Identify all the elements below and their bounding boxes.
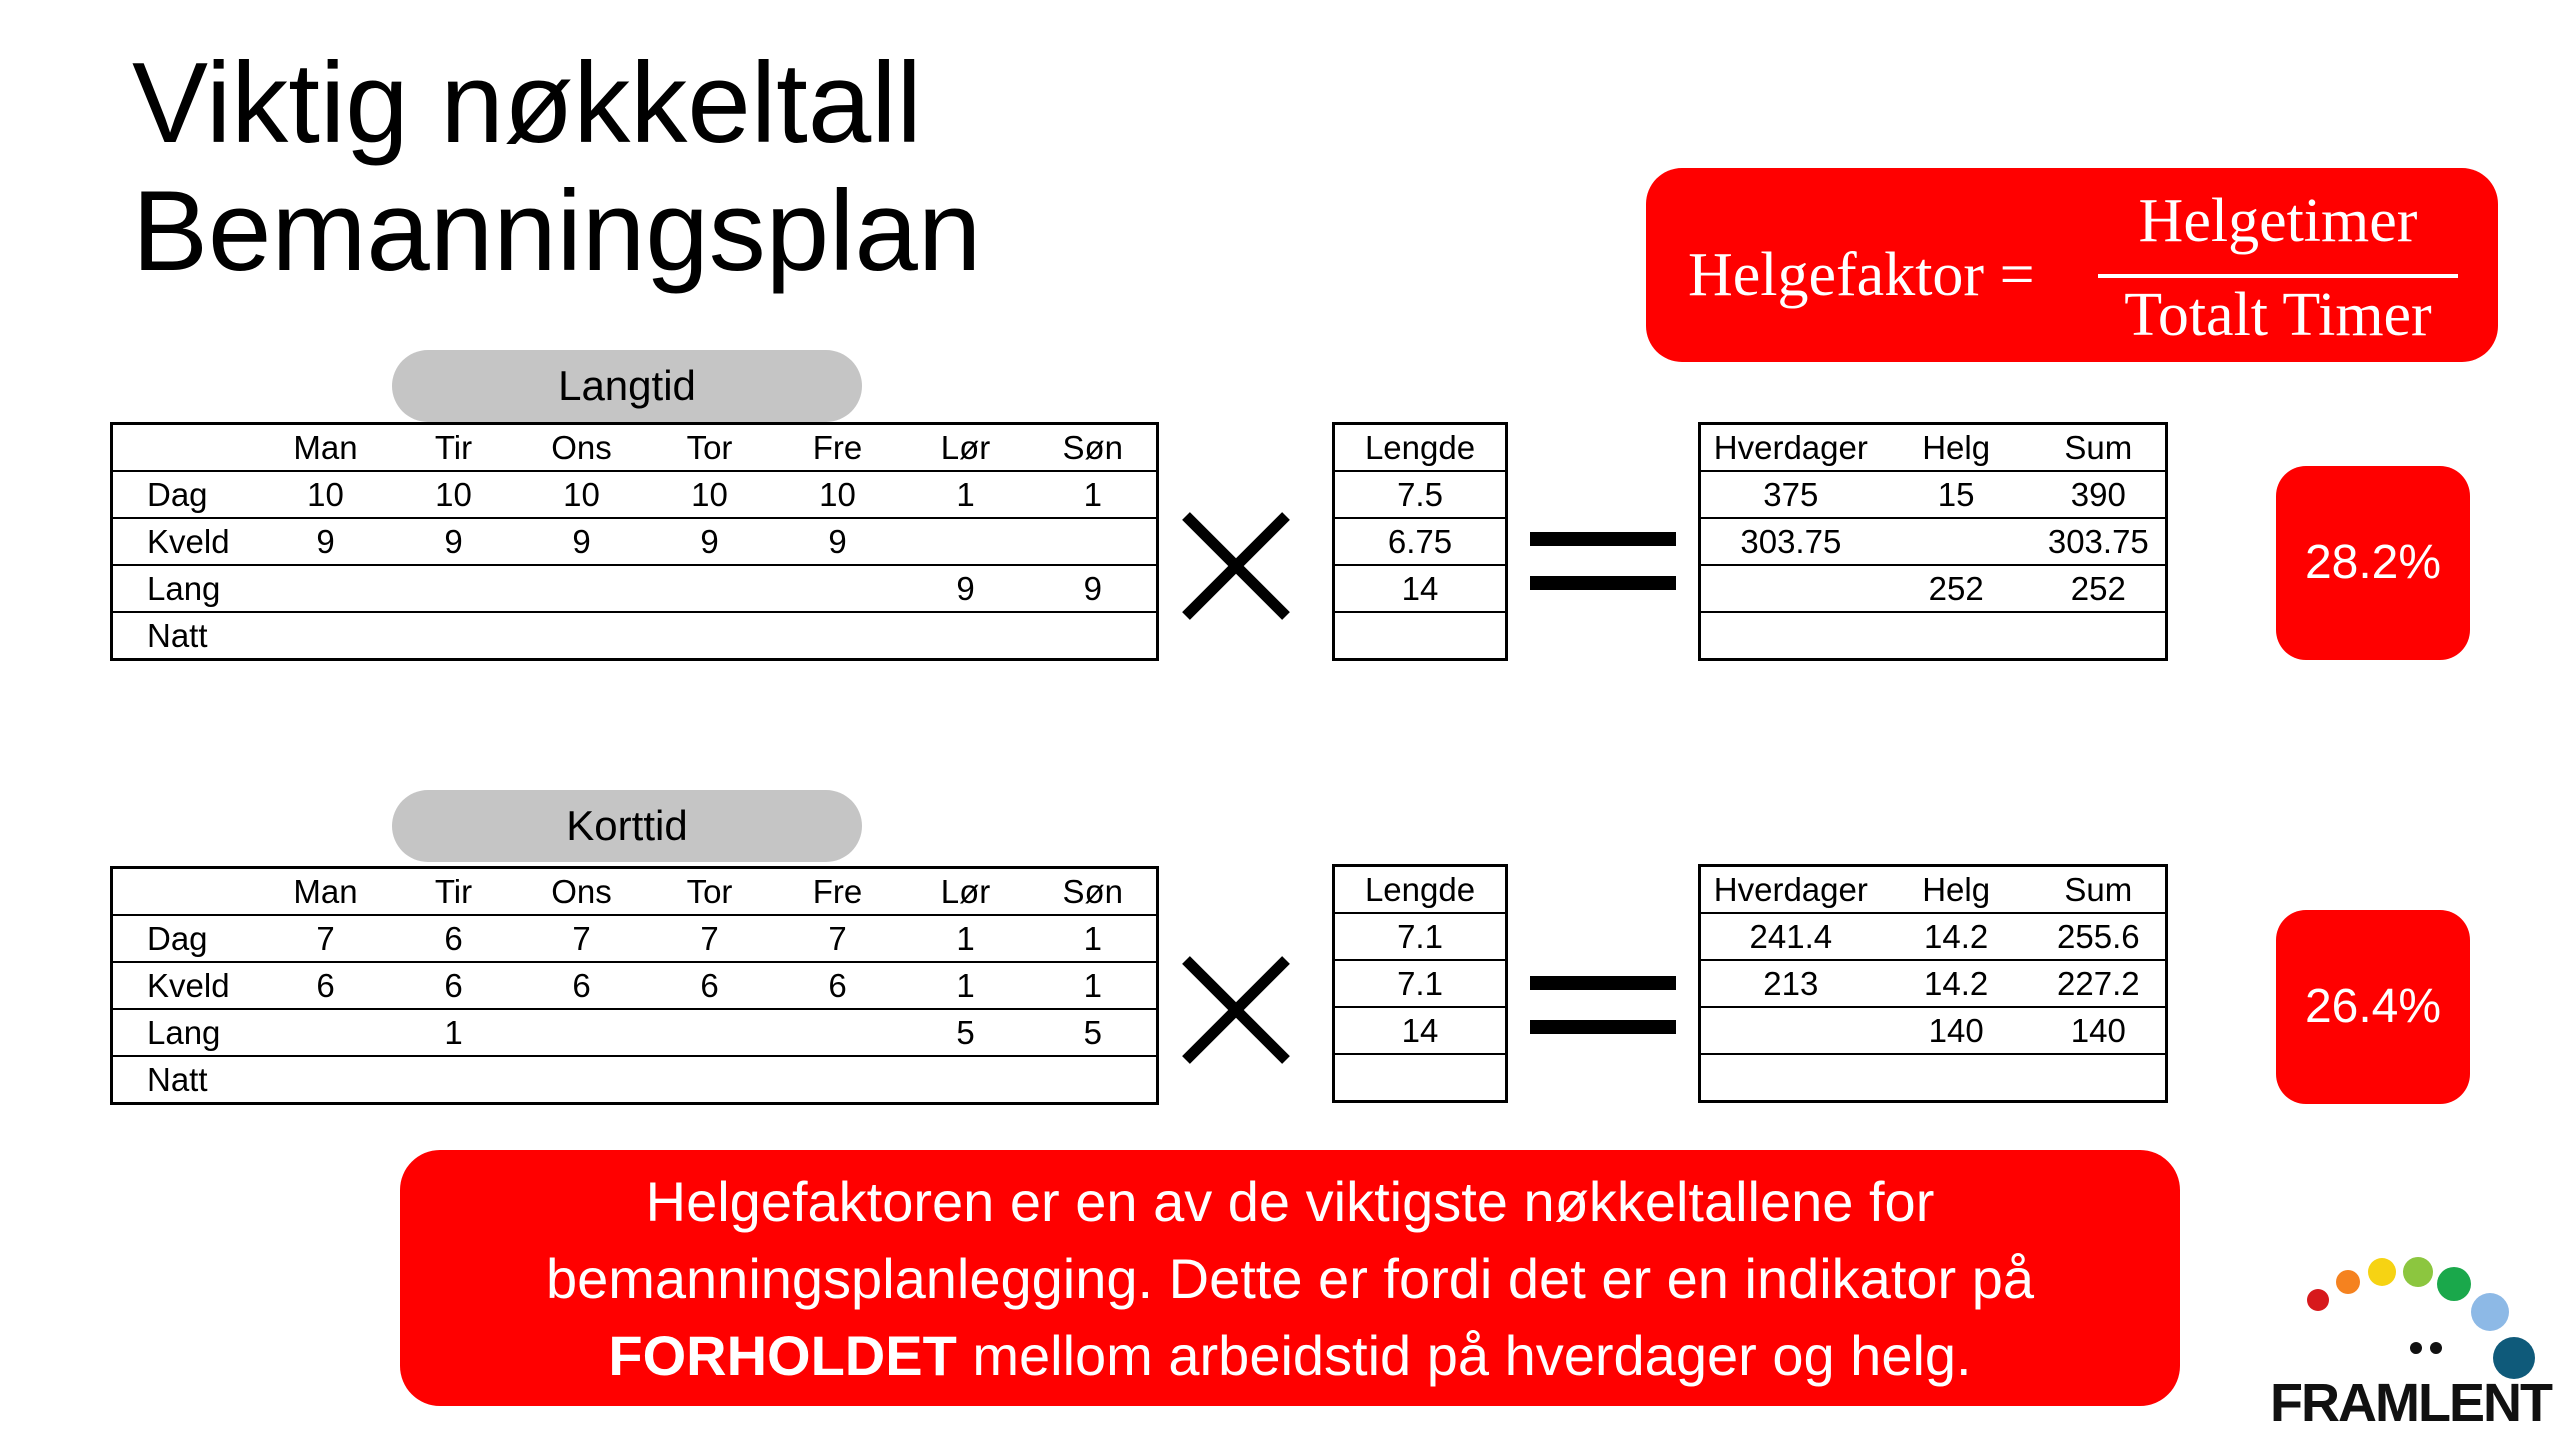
- table-cell: 1: [390, 1009, 518, 1056]
- table-cell: [2032, 1054, 2167, 1102]
- table-row: [1334, 1054, 1507, 1102]
- table-cell: 7.1: [1334, 960, 1507, 1007]
- table-cell: [646, 565, 774, 612]
- formula-lhs: Helgefaktor =: [1688, 241, 2035, 309]
- row-label: Dag: [112, 471, 262, 518]
- table-row: [112, 962, 1158, 1009]
- column-header: Man: [262, 868, 390, 916]
- table-cell: 140: [2032, 1007, 2167, 1054]
- column-header: Ons: [518, 868, 646, 916]
- multiply-icon: [1180, 510, 1292, 622]
- table-cell: [646, 1056, 774, 1104]
- table-cell: 1: [902, 471, 1030, 518]
- table-cell: [262, 612, 390, 660]
- fraction-bar: [2098, 274, 2458, 278]
- table-row: [1700, 913, 2167, 960]
- table-row: [112, 612, 1158, 660]
- table-cell: 9: [390, 518, 518, 565]
- table-cell: 390: [2032, 471, 2167, 518]
- table-row: [1334, 1007, 1507, 1054]
- multiply-icon: [1180, 954, 1292, 1066]
- table-cell: 14.2: [1881, 913, 2032, 960]
- table-cell: 252: [1881, 565, 2032, 612]
- table-cell: [1700, 565, 1881, 612]
- table-cell: 1: [1030, 471, 1158, 518]
- row-label: Natt: [112, 1056, 262, 1104]
- column-header: Fre: [774, 868, 902, 916]
- table-row: [112, 565, 1158, 612]
- table-cell: [1334, 612, 1507, 660]
- table-row: [1700, 960, 2167, 1007]
- table-cell: [1700, 1007, 1881, 1054]
- table-cell: 241.4: [1700, 913, 1881, 960]
- percentage-badge-langtid: 28.2%: [2276, 466, 2470, 660]
- note-line-3-rest: mellom arbeidstid på hverdager og helg.: [956, 1324, 1972, 1387]
- table-cell: 7: [646, 915, 774, 962]
- table-cell: [774, 612, 902, 660]
- logo-wordmark: FRAMLENT: [2270, 1373, 2551, 1433]
- title-line-2: Bemanningsplan: [132, 168, 982, 295]
- table-cell: 14.2: [1881, 960, 2032, 1007]
- table-cell: [902, 612, 1030, 660]
- table-cell: [390, 1056, 518, 1104]
- lengde-table-langtid: [1332, 422, 1508, 661]
- table-row: [1334, 913, 1507, 960]
- table-cell: 227.2: [2032, 960, 2167, 1007]
- table-row: [1334, 565, 1507, 612]
- formula-numerator: Helgetimer: [2138, 187, 2418, 255]
- column-header: Helg: [1881, 866, 2032, 914]
- lengde-table-korttid: [1332, 864, 1508, 1103]
- table-cell: 7: [774, 915, 902, 962]
- table-cell: 14: [1334, 565, 1507, 612]
- header-row: [1700, 424, 2167, 472]
- row-label: Kveld: [112, 518, 262, 565]
- table-row: [112, 518, 1158, 565]
- table-row: [112, 1009, 1158, 1056]
- table-cell: [774, 565, 902, 612]
- table-row: [112, 1056, 1158, 1104]
- table-row: [1700, 471, 2167, 518]
- schedule-table-korttid: [110, 866, 1159, 1105]
- result-table-langtid: [1698, 422, 2168, 661]
- table-cell: 255.6: [2032, 913, 2167, 960]
- column-header: Fre: [774, 424, 902, 472]
- header-row: [112, 868, 1158, 916]
- column-header: Helg: [1881, 424, 2032, 472]
- result-table-korttid: [1698, 864, 2168, 1103]
- column-header: [112, 868, 262, 916]
- table-cell: [1030, 518, 1158, 565]
- table-cell: 10: [518, 471, 646, 518]
- column-header: Lør: [902, 424, 1030, 472]
- table-row: [1334, 612, 1507, 660]
- column-header: Lør: [902, 868, 1030, 916]
- column-header: Tor: [646, 868, 774, 916]
- table-cell: [902, 1056, 1030, 1104]
- row-label: Natt: [112, 612, 262, 660]
- table-cell: [262, 1056, 390, 1104]
- table-cell: 1: [902, 915, 1030, 962]
- table-cell: [1700, 1054, 1881, 1102]
- percentage-badge-korttid: 26.4%: [2276, 910, 2470, 1104]
- section-pill-korttid: Korttid: [392, 790, 862, 862]
- column-header: Man: [262, 424, 390, 472]
- table-row: [1700, 1054, 2167, 1102]
- table-cell: 10: [390, 471, 518, 518]
- table-cell: 6.75: [1334, 518, 1507, 565]
- table-cell: [1881, 612, 2032, 660]
- row-label: Lang: [112, 1009, 262, 1056]
- table-cell: [646, 612, 774, 660]
- table-row: [1334, 960, 1507, 1007]
- row-label: Dag: [112, 915, 262, 962]
- table-cell: [1334, 1054, 1507, 1102]
- table-cell: 7: [518, 915, 646, 962]
- note-emphasis: FORHOLDET: [608, 1324, 957, 1387]
- table-cell: 375: [1700, 471, 1881, 518]
- equals-icon: [1530, 532, 1676, 592]
- note-line-3: [400, 1317, 2180, 1394]
- table-cell: [774, 1009, 902, 1056]
- table-cell: 10: [262, 471, 390, 518]
- table-cell: 6: [774, 962, 902, 1009]
- column-header: Lengde: [1334, 866, 1507, 914]
- table-cell: [774, 1056, 902, 1104]
- table-cell: 9: [1030, 565, 1158, 612]
- table-cell: 10: [646, 471, 774, 518]
- table-cell: 1: [902, 962, 1030, 1009]
- column-header: Sum: [2032, 866, 2167, 914]
- table-row: [1334, 471, 1507, 518]
- column-header: Søn: [1030, 868, 1158, 916]
- table-cell: [390, 565, 518, 612]
- header-row: [1700, 866, 2167, 914]
- column-header: Hverdager: [1700, 866, 1881, 914]
- table-row: [1700, 518, 2167, 565]
- table-cell: 9: [902, 565, 1030, 612]
- table-cell: 303.75: [2032, 518, 2167, 565]
- column-header: Tir: [390, 868, 518, 916]
- table-cell: 6: [262, 962, 390, 1009]
- explanation-note: [400, 1150, 2180, 1406]
- table-cell: 6: [646, 962, 774, 1009]
- table-row: [1700, 1007, 2167, 1054]
- table-cell: 7: [262, 915, 390, 962]
- table-cell: 6: [390, 962, 518, 1009]
- table-row: [1700, 565, 2167, 612]
- column-header: Ons: [518, 424, 646, 472]
- column-header: Søn: [1030, 424, 1158, 472]
- table-cell: 1: [1030, 962, 1158, 1009]
- equals-icon: [1530, 976, 1676, 1036]
- table-cell: [262, 1009, 390, 1056]
- table-cell: 5: [902, 1009, 1030, 1056]
- column-header: Tir: [390, 424, 518, 472]
- table-cell: 7.1: [1334, 913, 1507, 960]
- table-cell: [1030, 612, 1158, 660]
- column-header: Hverdager: [1700, 424, 1881, 472]
- schedule-table-langtid: [110, 422, 1159, 661]
- row-label: Kveld: [112, 962, 262, 1009]
- table-row: [112, 471, 1158, 518]
- table-cell: 140: [1881, 1007, 2032, 1054]
- table-cell: 7.5: [1334, 471, 1507, 518]
- table-cell: 15: [1881, 471, 2032, 518]
- table-cell: 10: [774, 471, 902, 518]
- table-row: [1334, 518, 1507, 565]
- table-cell: 9: [646, 518, 774, 565]
- table-cell: 1: [1030, 915, 1158, 962]
- table-cell: [262, 565, 390, 612]
- table-cell: [518, 612, 646, 660]
- row-label: Lang: [112, 565, 262, 612]
- column-header: Tor: [646, 424, 774, 472]
- table-cell: 252: [2032, 565, 2167, 612]
- table-cell: 213: [1700, 960, 1881, 1007]
- table-row: [1334, 866, 1507, 914]
- column-header: Sum: [2032, 424, 2167, 472]
- table-cell: [390, 612, 518, 660]
- page-title: [132, 40, 981, 296]
- formula-denominator: Totalt Timer: [2124, 281, 2432, 349]
- title-line-1: Viktig nøkkeltall: [132, 40, 922, 167]
- table-cell: [1881, 518, 2032, 565]
- table-cell: [1700, 612, 1881, 660]
- table-cell: [1030, 1056, 1158, 1104]
- table-cell: [1881, 1054, 2032, 1102]
- helgefaktor-formula: [1646, 168, 2498, 362]
- table-cell: 9: [518, 518, 646, 565]
- table-cell: [518, 565, 646, 612]
- table-row: [1700, 612, 2167, 660]
- table-cell: [902, 518, 1030, 565]
- header-row: [112, 424, 1158, 472]
- note-line-2: bemanningsplanlegging. Dette er fordi det er en indikator på: [545, 1247, 2035, 1310]
- table-cell: [518, 1056, 646, 1104]
- table-cell: 9: [262, 518, 390, 565]
- table-cell: 14: [1334, 1007, 1507, 1054]
- table-row: [1334, 424, 1507, 472]
- note-line-1: Helgefaktoren er en av de viktigste nøkkeltallene for: [645, 1170, 1935, 1233]
- table-cell: 9: [774, 518, 902, 565]
- table-cell: [646, 1009, 774, 1056]
- section-pill-langtid: Langtid: [392, 350, 862, 422]
- table-cell: [2032, 612, 2167, 660]
- table-cell: 6: [518, 962, 646, 1009]
- table-cell: 6: [390, 915, 518, 962]
- table-cell: [518, 1009, 646, 1056]
- table-cell: 5: [1030, 1009, 1158, 1056]
- table-row: [112, 915, 1158, 962]
- column-header: Lengde: [1334, 424, 1507, 472]
- column-header: [112, 424, 262, 472]
- table-cell: 303.75: [1700, 518, 1881, 565]
